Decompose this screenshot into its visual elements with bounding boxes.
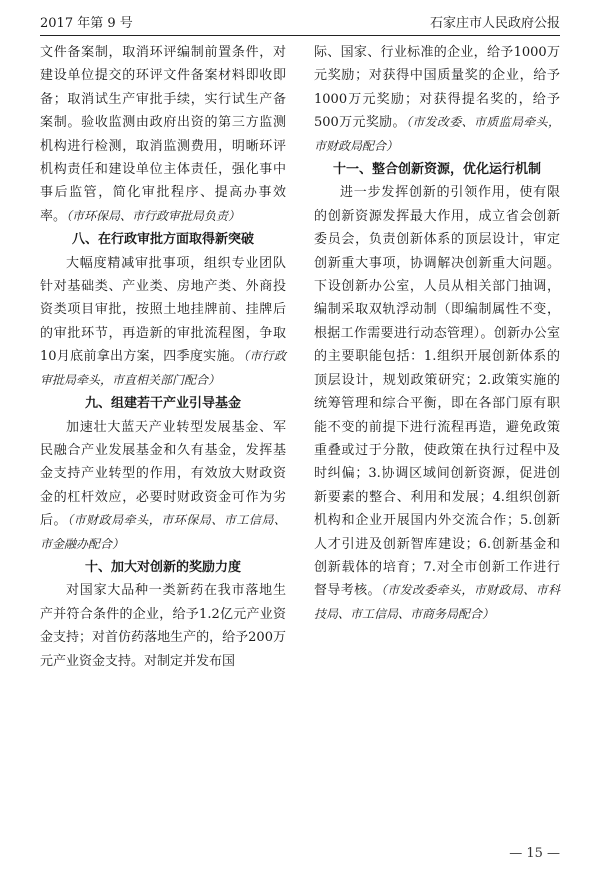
section-heading-8: 八、在行政审批方面取得新突破 bbox=[71, 232, 254, 248]
left-paragraph-3-note: （市财政局牵头，市环保局、市工信局、市金融办配合） bbox=[40, 513, 286, 551]
left-paragraph-1 bbox=[40, 41, 286, 228]
left-paragraph-1-note: （市环保局、市行政审批局负责） bbox=[66, 208, 241, 223]
left-paragraph-1-text: 文件备案制，取消环评编制前置条件，对建设单位提交的环评文件备案材料即收即备；取消试生产审批手续，实行试生产备案制。验收监测由政府出资的第三方监测机构进行检测，取消监测费用，明晰环评机构责任和建设单位主体责任，强化事中事后监管，简化审批程序、提高办事效率。 bbox=[40, 45, 286, 224]
section-heading-11: 十一、整合创新资源，优化运行机制 bbox=[332, 162, 541, 178]
right-paragraph-2-text: 进一步发挥创新的引领作用，使有限的创新资源发挥最大作用，成立省会创新委员会，负责创新体系的顶层设计，审定创新重大事项，协调解决创新重大问题。下设创新办公室，人员从相关部门抽调，编制采取双轨浮动制（即编制属性不变，根据工作需要进行动态管理）。创新办公室的主要职能包括：1.组织开展创新体系的顶层设计，规划政策研究；2.政策实施的统筹管理和综合平衡，即在各部门原有职能不变的前提下进行流程再造，避免政策重叠或过于分散，使政策在执行过程中及时纠偏；3.协调区域间创新资源，促进创新要素的整合、利用和发展；4.组织创新机构和企业开展国内外交流合作；5.创新人才引进及创新智库建设；6.创新基金和创新载体的培育；7.对全市创新工作进行督导考核。 bbox=[314, 185, 560, 599]
right-paragraph-1 bbox=[314, 41, 560, 158]
right-column bbox=[314, 41, 560, 626]
publication-title: 石家庄市人民政府公报 bbox=[429, 16, 560, 31]
left-column bbox=[40, 41, 286, 673]
left-paragraph-4: 对国家大品种一类新药在我市落地生产并符合条件的企业，给予1.2亿元产业资金支持；对首仿药落地生产的，给予200万元产业资金支持。对制定并发布国 bbox=[40, 583, 286, 669]
left-paragraph-2-note: （市行政审批局牵头，市直相关部门配合） bbox=[40, 349, 286, 387]
header-rule bbox=[40, 35, 560, 36]
left-paragraph-3 bbox=[40, 416, 286, 556]
left-paragraph-3-text: 加速壮大蓝天产业转型发展基金、军民融合产业发展基金和久有基金，发挥基金支持产业转型的作用，有效放大财政资金的杠杆效应，必要时财政资金可作为劣后。 bbox=[40, 419, 286, 529]
right-paragraph-1-text: 际、国家、行业标准的企业，给予1000万元奖励；对获得中国质量奖的企业，给予1000万元奖励；对获得提名奖的，给予500万元奖励。 bbox=[314, 45, 560, 131]
right-paragraph-2-note: （市发改委牵头，市财政局、市科技局、市工信局、市商务局配合） bbox=[314, 583, 560, 621]
right-paragraph-1-note: （市发改委、市质监局牵头，市财政局配合） bbox=[314, 115, 560, 153]
page-number: — 15 — bbox=[509, 846, 560, 861]
page-header bbox=[40, 10, 560, 32]
left-paragraph-2 bbox=[40, 252, 286, 392]
issue-label: 2017 年第 9 号 bbox=[40, 16, 133, 31]
section-heading-9: 九、组建若干产业引导基金 bbox=[84, 396, 241, 412]
right-paragraph-2 bbox=[314, 181, 560, 626]
left-paragraph-2-text: 大幅度精减审批事项，组织专业团队针对基础类、产业类、房地产类、外商投资类项目审批，按照土地挂牌前、挂牌后的审批环节，再造新的审批流程图，争取10月底前拿出方案，四季度实施。 bbox=[40, 255, 286, 365]
section-heading-10: 十、加大对创新的奖励力度 bbox=[84, 559, 241, 575]
